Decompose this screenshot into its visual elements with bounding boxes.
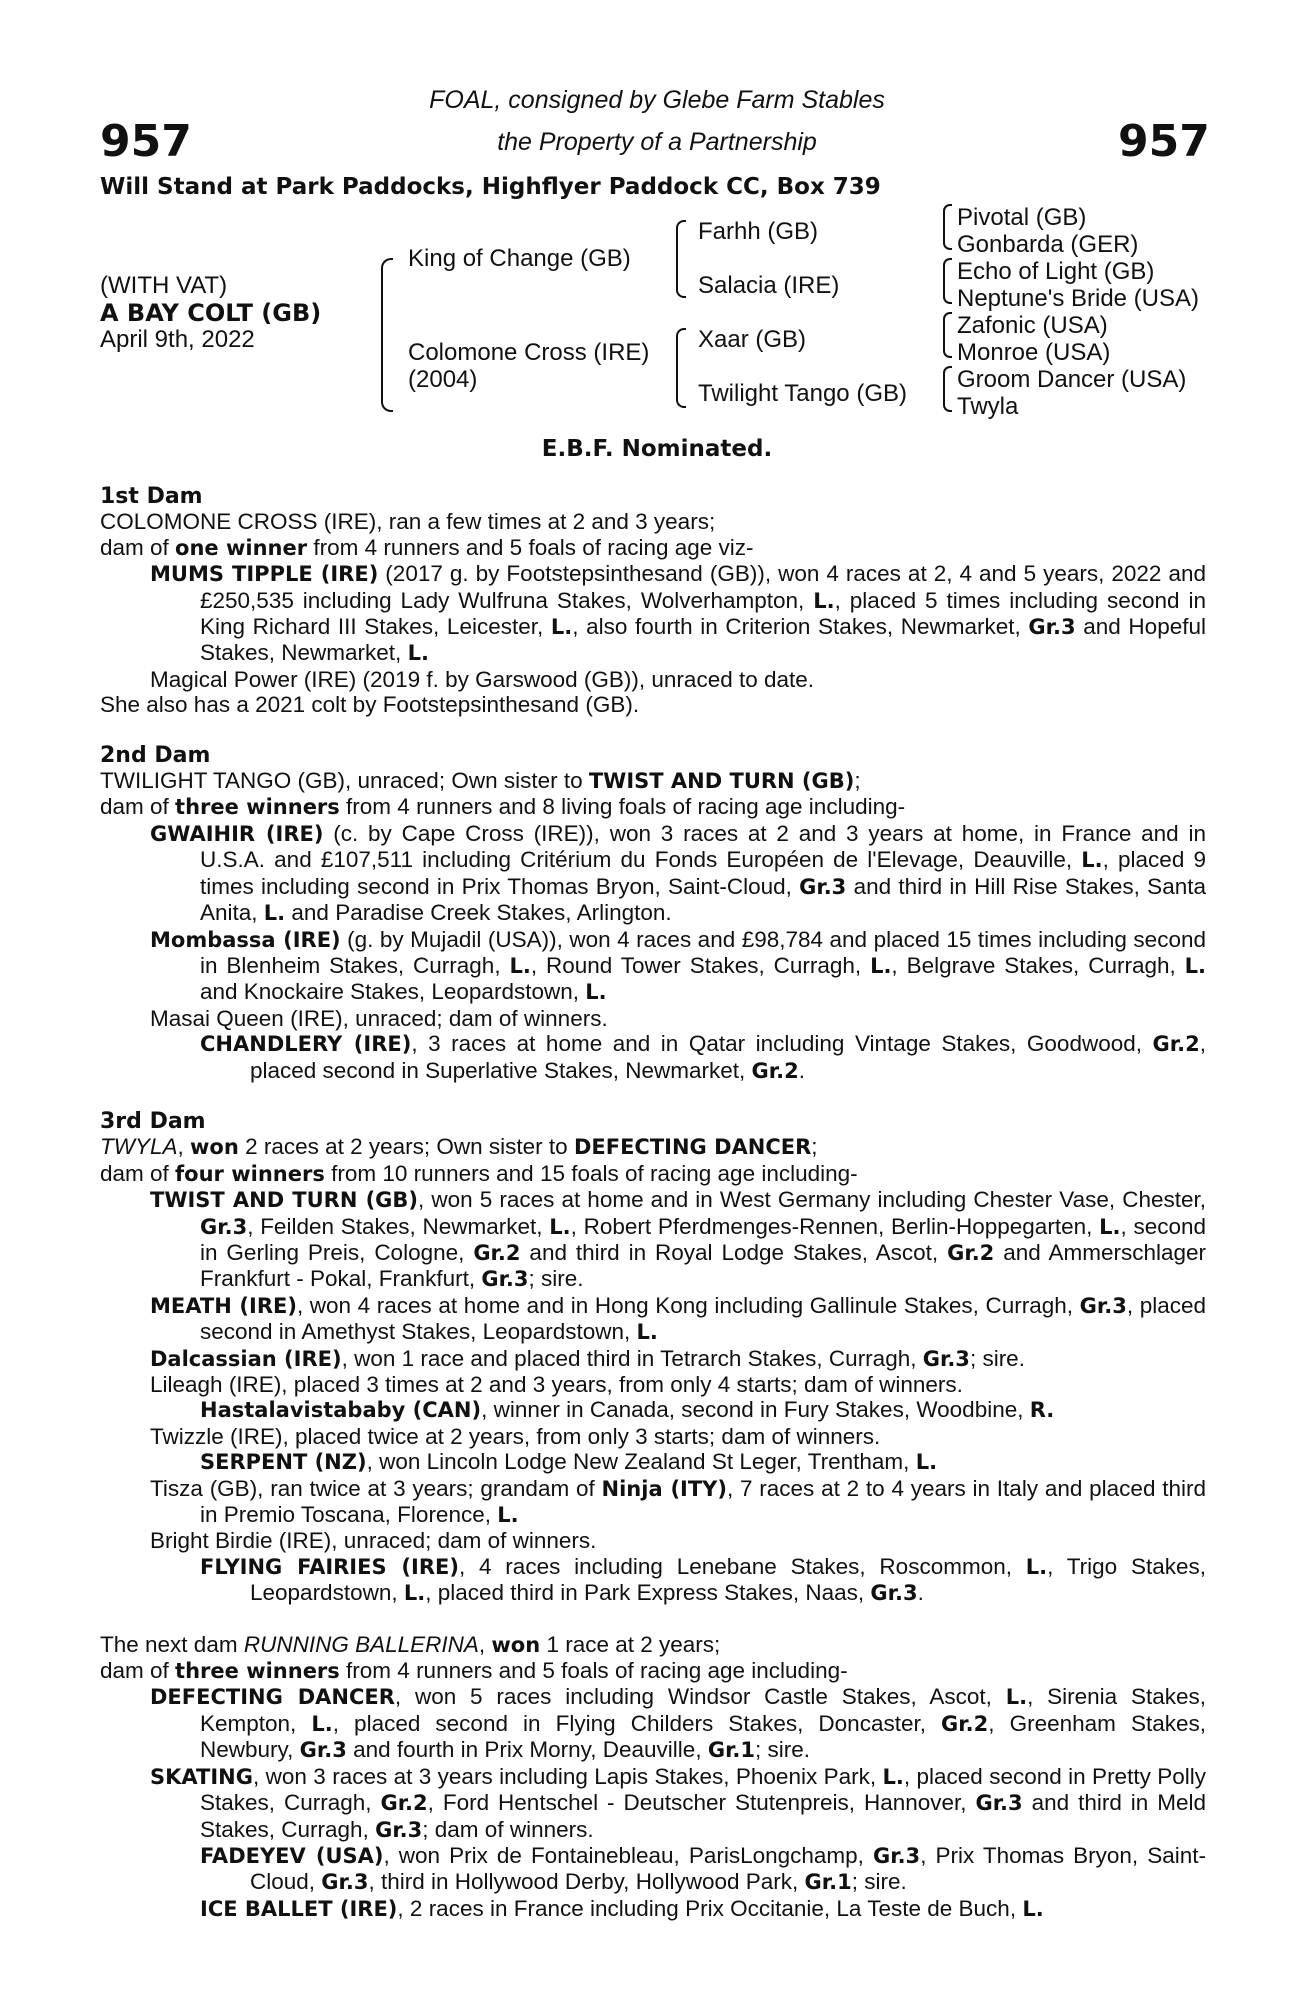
produce-entry: Mombassa (IRE) (g. by Mujadil (USA)), won 4 races and £98,784 and placed 15 times including second in Blenheim Stakes, Curragh, L., Round Tower Stakes, Curragh, L., Belgrave Stakes, Curragh, L. and Knockaire Stakes, Leopardstown, L.	[150, 926, 1206, 1005]
produce-entry: FADEYEV (USA), won Prix de Fontainebleau, ParisLongchamp, Gr.3, Prix Thomas Bryon, Saint-Cloud, Gr.3, third in Hollywood Derby, Hollywood Park, Gr.1; sire.	[200, 1842, 1206, 1895]
produce-entry: MUMS TIPPLE (IRE) (2017 g. by Footstepsinthesand (GB)), won 4 races at 2, 4 and 5 years, 2022 and £250,535 including Lady Wulfruna Stakes, Wolverhampton, L., placed 5 times including second in King Richard III Stakes, Leicester, L., also fourth in Criterion Stakes, Newmarket, Gr.3 and Hopeful Stakes, Newmarket, L.	[150, 561, 1207, 666]
section-heading: 3rd Dam	[100, 1108, 206, 1134]
pedigree-gen3: Pivotal (GB)	[957, 204, 1087, 231]
pedigree-gen2: Xaar (GB)	[698, 326, 807, 353]
consignor-line: FOAL, consigned by Glebe Farm Stables	[429, 86, 885, 114]
pedigree-dam-year: (2004)	[408, 366, 478, 393]
produce-entry: CHANDLERY (IRE), 3 races at home and in Qatar including Vintage Stakes, Goodwood, Gr.2, placed second in Superlative Stakes, Newmarket, Gr.2.	[200, 1031, 1206, 1083]
section-heading: 2nd Dam	[100, 742, 211, 768]
pedigree-gen2: Farhh (GB)	[698, 218, 819, 245]
produce-entry: Bright Birdie (IRE), unraced; dam of winners.	[150, 1528, 597, 1554]
produce-entry: Magical Power (IRE) (2019 f. by Garswood (GB)), unraced to date.	[150, 666, 815, 692]
section-heading: 1st Dam	[100, 484, 203, 509]
pedigree-dam: Colomone Cross (IRE)	[408, 339, 650, 366]
produce-entry: Hastalavistababy (CAN), winner in Canada, second in Fury Stakes, Woodbine, R.	[200, 1397, 1055, 1423]
produce-entry: Dalcassian (IRE), won 1 race and placed third in Tetrarch Stakes, Curragh, Gr.3; sire.	[150, 1345, 1025, 1371]
pedigree-gen3: Twyla	[957, 393, 1019, 420]
dam-line: TWILIGHT TANGO (GB), unraced; Own sister to TWIST AND TURN (GB);	[100, 768, 861, 794]
dam-produce-line: dam of three winners from 4 runners and 8 living foals of racing age including-	[100, 794, 906, 820]
dam-line: COLOMONE CROSS (IRE), ran a few times at 2 and 3 years;	[100, 509, 716, 535]
produce-entry: Lileagh (IRE), placed 3 times at 2 and 3 years, from only 4 starts; dam of winners.	[150, 1372, 963, 1397]
pedigree-gen3: Monroe (USA)	[957, 339, 1111, 366]
produce-entry: Tisza (GB), ran twice at 3 years; grandam of Ninja (ITY), 7 races at 2 to 4 years in Italy and placed third in Premio Toscana, Florence, L.	[150, 1475, 1206, 1528]
pedigree-brace-sire	[676, 220, 686, 298]
dam-line: The next dam RUNNING BALLERINA, won 1 race at 2 years;	[100, 1631, 721, 1657]
pedigree-brace-dam	[676, 328, 686, 408]
pedigree-gen3: Groom Dancer (USA)	[957, 366, 1187, 393]
produce-entry: MEATH (IRE), won 4 races at home and in Hong Kong including Gallinule Stakes, Curragh, Gr.3, placed second in Amethyst Stakes, Leopardstown, L.	[150, 1292, 1207, 1345]
dam-produce-line: dam of four winners from 10 runners and 15 foals of racing age including-	[100, 1160, 858, 1186]
produce-entry: ICE BALLET (IRE), 2 races in France including Prix Occitanie, La Teste de Buch, L.	[200, 1895, 1044, 1921]
produce-entry: Masai Queen (IRE), unraced; dam of winners.	[150, 1005, 608, 1031]
vat-note: (WITH VAT)	[100, 272, 228, 299]
dam-line: TWYLA, won 2 races at 2 years; Own sister to DEFECTING DANCER;	[100, 1134, 818, 1160]
pedigree-brace-g3-2	[943, 258, 952, 304]
pedigree-brace-g3-1	[943, 204, 952, 250]
produce-entry: FLYING FAIRIES (IRE), 4 races including Lenebane Stakes, Roscommon, L., Trigo Stakes, Leopardstown, L., placed third in Park Express Stakes, Naas, Gr.3.	[200, 1553, 1207, 1606]
lot-number-left: 957	[100, 116, 192, 167]
dam-produce-line: dam of one winner from 4 runners and 5 foals of racing age viz-	[100, 534, 754, 560]
produce-entry: SKATING, won 3 races at 3 years including Lapis Stakes, Phoenix Park, L., placed second in Pretty Polly Stakes, Curragh, Gr.2, Ford Hentschel - Deutscher Stutenpreis, Hannover, Gr.3 and third in Meld Stakes, Curragh, Gr.3; dam of winners.	[150, 1763, 1206, 1842]
produce-entry: GWAIHIR (IRE) (c. by Cape Cross (IRE)), won 3 races at 2 and 3 years at home, in France and in U.S.A. and £107,511 including Critérium du Fonds Européen de l'Elevage, Deauville, L., placed 9 times including second in Prix Thomas Bryon, Saint-Cloud, Gr.3 and third in Hill Rise Stakes, Santa Anita, L. and Paradise Creek Stakes, Arlington.	[150, 820, 1206, 926]
pedigree-sire: King of Change (GB)	[408, 245, 631, 272]
produce-entry: TWIST AND TURN (GB), won 5 races at home and in West Germany including Chester Vase, Chester, Gr.3, Feilden Stakes, Newmarket, L., Robert Pferdmenges-Rennen, Berlin-Hoppegarten, L., second in Gerling Preis, Cologne, Gr.2 and third in Royal Lodge Stakes, Ascot, Gr.2 and Ammerschlager Frankfurt - Pokal, Frankfurt, Gr.3; sire.	[150, 1187, 1206, 1292]
pedigree-gen2: Salacia (IRE)	[698, 272, 840, 299]
produce-entry: DEFECTING DANCER, won 5 races including Windsor Castle Stakes, Ascot, L., Sirenia Stakes, Kempton, L., placed second in Flying Childers Stakes, Doncaster, Gr.2, Greenham Stakes, Newbury, Gr.3 and fourth in Prix Morny, Deauville, Gr.1; sire.	[150, 1684, 1207, 1763]
pedigree-gen3: Gonbarda (GER)	[957, 231, 1139, 258]
ebf-nominated: E.B.F. Nominated.	[541, 436, 773, 462]
pedigree-brace-main	[381, 258, 393, 412]
pedigree-gen3: Echo of Light (GB)	[957, 258, 1155, 285]
lot-number-right: 957	[1118, 116, 1210, 167]
produce-entry: Twizzle (IRE), placed twice at 2 years, from only 3 starts; dam of winners.	[150, 1423, 881, 1449]
produce-entry: SERPENT (NZ), won Lincoln Lodge New Zealand St Leger, Trentham, L.	[200, 1449, 938, 1475]
property-line: the Property of a Partnership	[497, 128, 817, 156]
stand-location: Will Stand at Park Paddocks, Highflyer Paddock CC, Box 739	[100, 174, 881, 200]
dam-produce-line: dam of three winners from 4 runners and 5 foals of racing age including-	[100, 1658, 848, 1684]
pedigree-gen3: Zafonic (USA)	[957, 312, 1108, 339]
pedigree-gen3: Neptune's Bride (USA)	[957, 285, 1200, 312]
pedigree-brace-g3-3	[943, 312, 952, 358]
pedigree-gen2: Twilight Tango (GB)	[698, 380, 907, 407]
lot-title: A BAY COLT (GB)	[100, 299, 322, 327]
produce-note: She also has a 2021 colt by Footstepsinthesand (GB).	[100, 692, 640, 718]
foaling-date: April 9th, 2022	[100, 326, 255, 353]
catalogue-body	[100, 484, 1206, 1922]
pedigree-brace-g3-4	[943, 366, 952, 412]
